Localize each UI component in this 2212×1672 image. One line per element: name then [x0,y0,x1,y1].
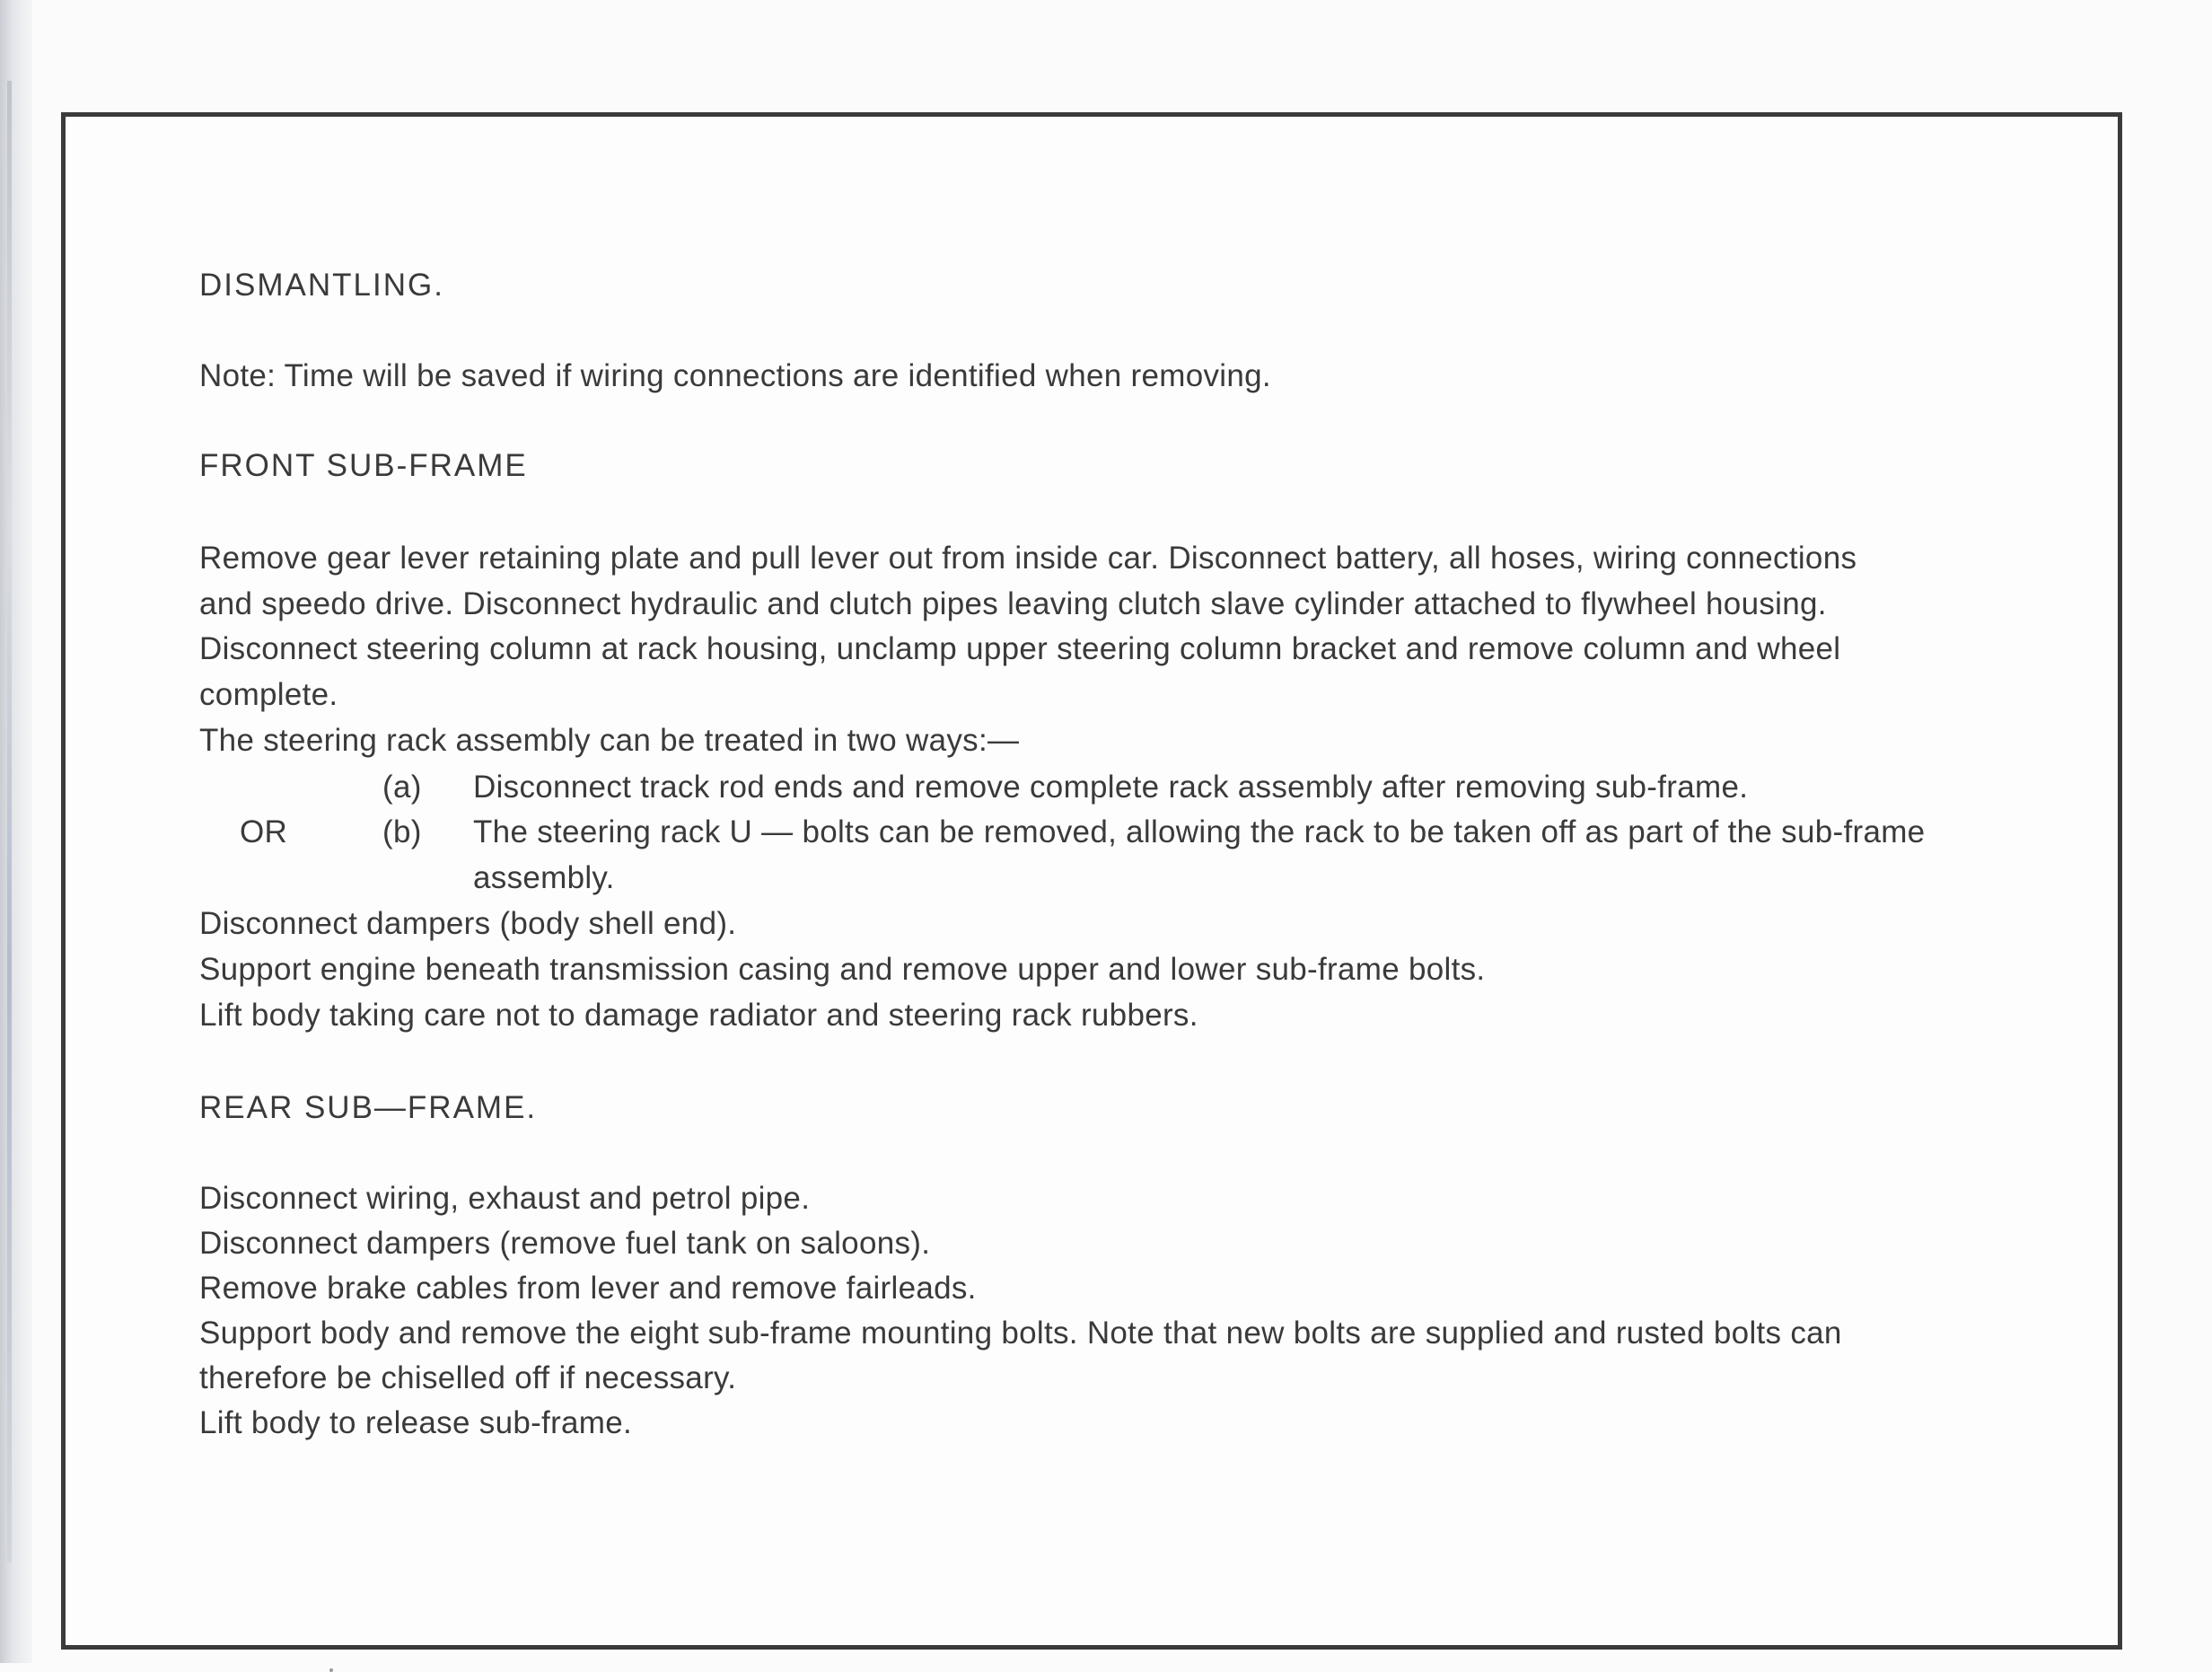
note-text: Note: Time will be saved if wiring connections are identified when removing. [199,358,1271,393]
front-line: Lift body taking care not to damage radiator and steering rack rubbers. [199,998,1198,1033]
rear-line: Support body and remove the eight sub-frame mounting bolts. Note that new bolts are supplied and rusted bolts can [199,1316,1842,1351]
front-line: The steering rack assembly can be treated in two ways:— [199,723,1020,758]
option-a-label: (a) [382,770,422,805]
rear-subframe-heading: REAR SUB—FRAME. [199,1090,538,1125]
front-line: Remove gear lever retaining plate and pull lever out from inside car. Disconnect battery, all hoses, wiring connections [199,541,1857,576]
rear-line: Disconnect wiring, exhaust and petrol pipe. [199,1181,811,1216]
front-subframe-heading: FRONT SUB-FRAME [199,448,528,483]
rear-line: Lift body to release sub-frame. [199,1405,633,1440]
book-binding [0,0,32,1663]
front-line: Disconnect steering column at rack housing, unclamp upper steering column bracket and remove column and wheel [199,631,1841,666]
rear-line: Disconnect dampers (remove fuel tank on saloons). [199,1226,931,1261]
front-line: and speedo drive. Disconnect hydraulic and clutch pipes leaving clutch slave cylinder attached to flywheel housing. [199,586,1827,621]
paper-speck [329,1668,333,1672]
option-a-text: Disconnect track rod ends and remove complete rack assembly after removing sub-frame. [473,770,1749,805]
rear-line: therefore be chiselled off if necessary. [199,1360,737,1395]
front-line: Support engine beneath transmission casing and remove upper and lower sub-frame bolts. [199,952,1486,987]
section-title: DISMANTLING. [199,268,444,303]
option-b-text: The steering rack U — bolts can be removed, allowing the rack to be taken off as part of the sub-frame [473,814,1926,849]
option-b-label: (b) [382,814,422,849]
binding-edge [7,81,12,1562]
or-label: OR [240,814,288,849]
rear-line: Remove brake cables from lever and remove fairleads. [199,1271,977,1306]
option-b-text-continued: assembly. [473,860,615,895]
front-line: complete. [199,677,338,712]
front-line: Disconnect dampers (body shell end). [199,906,737,941]
